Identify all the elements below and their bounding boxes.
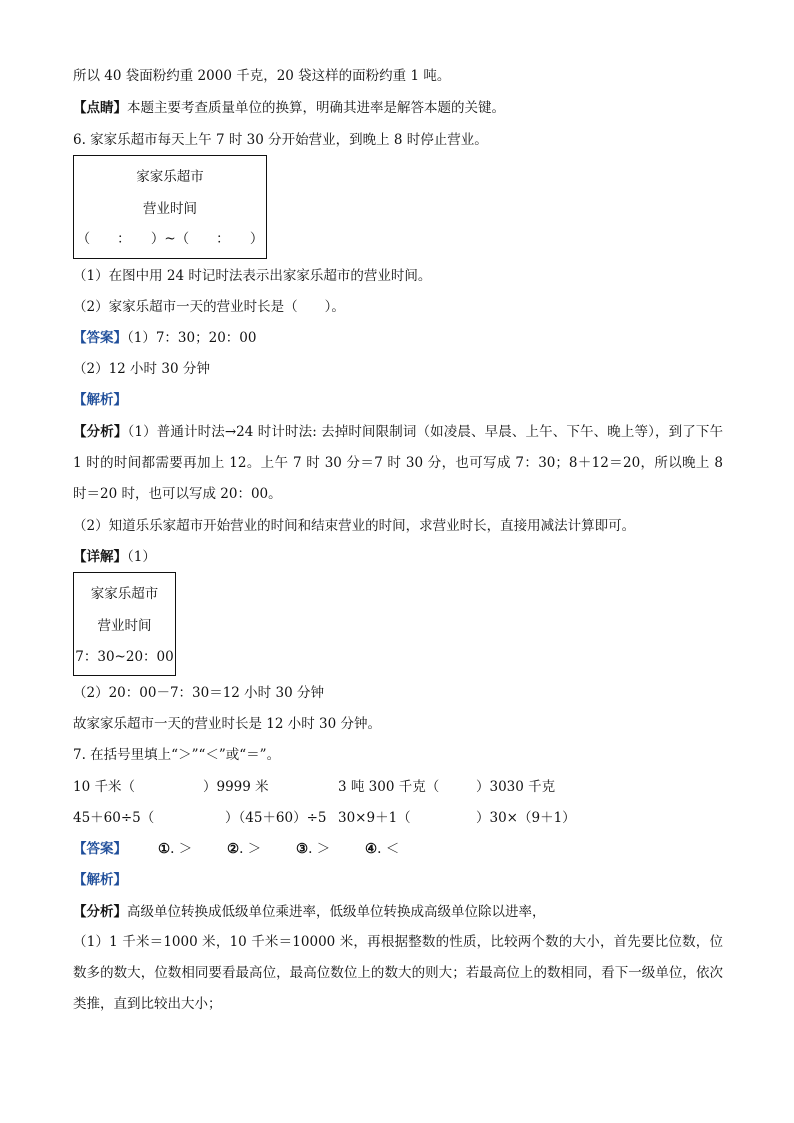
- dianjing-text: 本题主要考查质量单位的换算，明确其进率是解答本题的关键。: [127, 100, 505, 116]
- box-subtitle: 营业时间: [143, 201, 197, 217]
- compare-b-right: ）3030 千克: [476, 779, 556, 795]
- compare-b-left: 3 吨 300 千克（: [338, 779, 440, 795]
- question-6-part-1: （1）在图中用 24 时记时法表示出家家乐超市的营业时间。: [73, 268, 432, 284]
- answer-7-item-4: ④. ＜: [365, 841, 400, 857]
- fenxi-tag: 【分析】: [73, 424, 128, 440]
- fenxi-7-paragraph: （1）1 千米＝1000 米，10 千米＝10000 米，再根据整数的性质，比较两个数的大小，首先要比位数，位数多的数大，位数相同要看最高位，最高位数位上的数大的则大；若最高位上的数相同，看下一级单位，依次类推，直到比较出大小；: [73, 934, 723, 1012]
- jiexi-tag-6: 【解析】: [73, 392, 127, 408]
- question-6: 6. 家家乐超市每天上午 7 时 30 分开始营业，到晚上 8 时停止营业。: [73, 132, 488, 148]
- fenxi-text: （1）普通计时法→24 时计时法: 去掉时间限制词（如凌晨、早晨、上午、下午、晚上等），到了下午 1 时的时间都需要再加上 12。上午 7 时 30 分＝7 时 30 分，也可写成 7：30；8＋12＝20，所以晚上 8 时＝20 时，也可以写成 20：00。: [73, 424, 723, 502]
- box-time-blank: （ ： ）~（ ： ）: [76, 231, 264, 247]
- fenxi-line-7: [73, 902, 546, 922]
- fenxi-6-part-2: （2）知道乐乐家超市开始营业的时间和结束营业的时间，求营业时长，直接用减法计算即可。: [73, 518, 636, 534]
- answer-7-item-3: ③. ＞: [296, 841, 331, 857]
- fenxi-tag: 【分析】: [73, 904, 127, 920]
- box-time: 7：30~20：00: [75, 649, 174, 665]
- compare-a-right: ）9999 米: [203, 779, 269, 795]
- box-subtitle: 营业时间: [97, 618, 152, 634]
- xiangjie-6-part-2: （2）20：00－7：30＝12 小时 30 分钟: [73, 685, 324, 701]
- jiexi-tag-7: 【解析】: [73, 872, 127, 888]
- answer-7-item-1: ①. ＞: [158, 841, 193, 857]
- question-7: 7. 在括号里填上“＞”“＜”或“＝”。: [73, 747, 281, 763]
- answer-6-1: （1）7：30；20：00: [127, 330, 257, 346]
- compare-c-right: ）（45＋60）÷5: [225, 810, 327, 826]
- compare-c-left: 45＋60÷5（: [73, 810, 155, 826]
- business-hours-box-filled: [73, 572, 176, 676]
- box-title: 家家乐超市: [90, 586, 159, 602]
- answer-tag: 【答案】: [73, 330, 127, 346]
- answer-7-item-2: ②. ＞: [227, 841, 262, 857]
- answer-line-6: [73, 328, 256, 348]
- box-title: 家家乐超市: [136, 169, 204, 185]
- xiangjie-line-6: [73, 547, 156, 567]
- xiangjie-6-conclusion: 故家家乐超市一天的营业时长是 12 小时 30 分钟。: [73, 716, 382, 732]
- fenxi-7-text: 高级单位转换成低级单位乘进率，低级单位转换成高级单位除以进率，: [127, 904, 546, 920]
- compare-d-right: ）30×（9＋1）: [476, 810, 576, 826]
- dianjing-tag: 【点睛】: [73, 100, 127, 116]
- xiangjie-tag: 【详解】: [73, 549, 127, 565]
- answer-6-2: （2）12 小时 30 分钟: [73, 361, 210, 377]
- compare-a-left: 10 千米（: [73, 779, 135, 795]
- question-6-part-2: （2）家家乐超市一天的营业时长是（ ）。: [73, 299, 345, 315]
- text-line: 所以 40 袋面粉约重 2000 千克，20 袋这样的面粉约重 1 吨。: [73, 68, 451, 84]
- answer-tag-7: 【答案】: [73, 841, 127, 857]
- dianjing-line: [73, 98, 505, 118]
- business-hours-box-blank: [73, 155, 267, 259]
- xiangjie-part-1: （1）: [127, 549, 156, 565]
- fenxi-paragraph-6: [73, 417, 723, 510]
- compare-d-left: 30×9＋1（: [338, 810, 411, 826]
